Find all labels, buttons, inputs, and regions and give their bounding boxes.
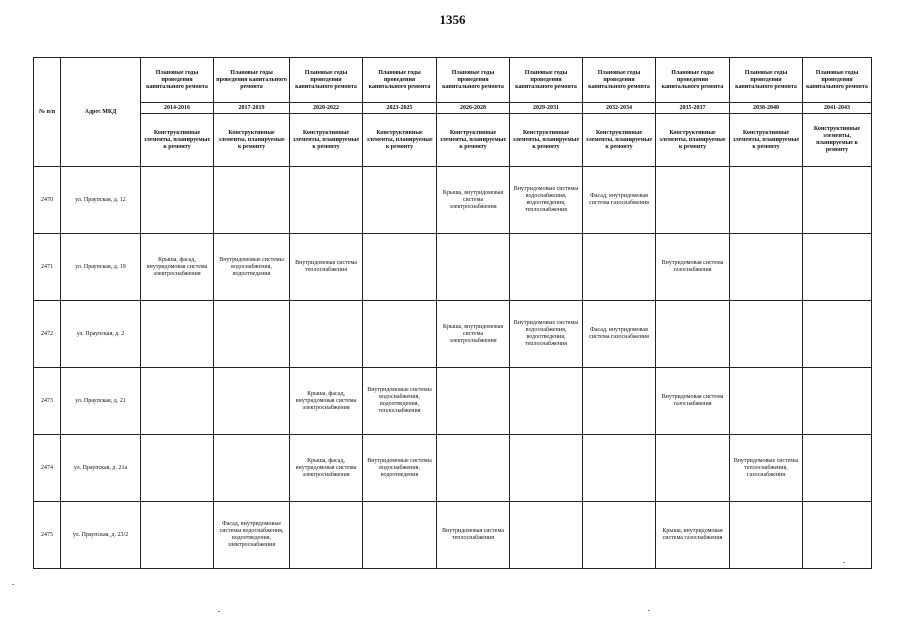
repair-elements-cell: Внутридомовая система теплоснабжения <box>437 502 510 569</box>
period-label-header: Плановые годы проведения капитального ремонта <box>656 58 730 103</box>
repair-elements-cell: Внутридомовые системы теплоснабжения, газоснабжения <box>730 435 803 502</box>
repair-elements-cell: Внутридомовая система газоснабжения <box>656 234 730 301</box>
repair-elements-cell: Внутридомовые системы водоснабжения, водоотведения <box>363 435 437 502</box>
repair-elements-cell: Крыша, фасад, внутридомовая система электроснабжения <box>290 435 363 502</box>
period-header: 2020-2022 <box>290 103 363 114</box>
period-header: 2038-2040 <box>730 103 803 114</box>
repair-elements-cell <box>290 502 363 569</box>
table-row <box>34 435 872 502</box>
table-row <box>34 368 872 435</box>
period-label-header: Плановые годы проведения капитального ремонта <box>214 58 290 103</box>
repair-elements-cell <box>656 435 730 502</box>
row-address: ул. Праупская, д. 2 <box>61 301 141 368</box>
period-header: 2035-2037 <box>656 103 730 114</box>
period-label-header: Плановые годы проведения капитального ремонта <box>583 58 656 103</box>
repair-elements-cell <box>803 234 872 301</box>
elements-header: Конструктивные элементы, планируемые к ремонту <box>730 114 803 167</box>
header-row-elements <box>34 114 872 167</box>
repair-elements-cell <box>437 368 510 435</box>
scan-speck <box>648 610 650 611</box>
repair-elements-cell <box>510 502 583 569</box>
repair-elements-cell <box>656 167 730 234</box>
page-number: 1356 <box>439 12 466 27</box>
period-header: 2029-2031 <box>510 103 583 114</box>
repair-elements-cell: Внутридомовые системы водоснабжения, водоотведения, теплоснабжения <box>510 167 583 234</box>
table-row <box>34 502 872 569</box>
repair-elements-cell <box>214 435 290 502</box>
repair-elements-cell: Внутридомовая система теплоснабжения <box>290 234 363 301</box>
repair-elements-cell <box>363 167 437 234</box>
table-row <box>34 301 872 368</box>
period-label-header: Плановые годы проведения капитального ремонта <box>730 58 803 103</box>
repair-elements-cell <box>730 234 803 301</box>
repair-elements-cell <box>510 234 583 301</box>
repair-elements-cell: Фасад, внутридомовые системы водоснабжения, водоотведения, электроснабжения <box>214 502 290 569</box>
repair-elements-cell: Внутридомовые системы водоснабжения, водоотведения, теплоснабжения <box>510 301 583 368</box>
repair-elements-cell <box>730 368 803 435</box>
period-header: 2017-2019 <box>214 103 290 114</box>
repair-elements-cell <box>141 502 214 569</box>
repair-elements-cell <box>363 234 437 301</box>
row-address: ул. Праупская, д. 12 <box>61 167 141 234</box>
repair-elements-cell <box>730 502 803 569</box>
repair-elements-cell <box>583 368 656 435</box>
num-header: № п/п <box>34 58 61 167</box>
repair-elements-cell <box>803 368 872 435</box>
repair-elements-cell <box>803 301 872 368</box>
row-number: 2470 <box>34 167 61 234</box>
row-address: ул. Праупская, д. 23/2 <box>61 502 141 569</box>
period-header: 2041-2043 <box>803 103 872 114</box>
elements-header: Конструктивные элементы, планируемые к ремонту <box>583 114 656 167</box>
repair-elements-cell <box>656 301 730 368</box>
repair-elements-cell: Фасад, внутридомовая система газоснабжения <box>583 301 656 368</box>
repair-elements-cell <box>290 301 363 368</box>
row-number: 2474 <box>34 435 61 502</box>
period-label-header: Плановые годы проведения капитального ремонта <box>141 58 214 103</box>
repair-elements-cell <box>214 167 290 234</box>
row-number: 2475 <box>34 502 61 569</box>
elements-header: Конструктивные элементы, планируемые к ремонту <box>437 114 510 167</box>
period-header: 2032-2034 <box>583 103 656 114</box>
repair-elements-cell <box>141 435 214 502</box>
repair-elements-cell <box>510 368 583 435</box>
address-header: Адрес МКД <box>61 58 141 167</box>
period-header: 2014-2016 <box>141 103 214 114</box>
repair-elements-cell <box>803 435 872 502</box>
repair-elements-cell: Внутридомовые системы водоснабжения, водоотведения, теплоснабжения <box>363 368 437 435</box>
period-header: 2026-2028 <box>437 103 510 114</box>
header-row-period-label <box>34 58 872 103</box>
period-label-header: Плановые годы проведения капитального ремонта <box>803 58 872 103</box>
header-row-periods <box>34 103 872 114</box>
period-label-header: Плановые годы проведения капитального ремонта <box>290 58 363 103</box>
repair-elements-cell <box>437 435 510 502</box>
elements-header: Конструктивные элементы, планируемые к ремонту <box>656 114 730 167</box>
repair-elements-cell <box>141 301 214 368</box>
row-number: 2472 <box>34 301 61 368</box>
scan-speck <box>12 584 14 585</box>
row-address: ул. Праупская, д. 19 <box>61 234 141 301</box>
repair-elements-cell: Крыша, фасад, внутридомовая система электроснабжения <box>290 368 363 435</box>
repair-elements-cell <box>510 435 583 502</box>
table-row <box>34 167 872 234</box>
scan-speck <box>218 611 220 612</box>
repair-elements-cell: Внутридомовые системы водоснабжения, водоотведения <box>214 234 290 301</box>
repair-elements-cell: Крыша, внутридомовая система электроснабжения <box>437 167 510 234</box>
repair-elements-cell <box>803 502 872 569</box>
repair-elements-cell <box>141 167 214 234</box>
row-address: ул. Праупская, д. 21а <box>61 435 141 502</box>
repair-elements-cell <box>214 301 290 368</box>
scan-speck <box>843 562 845 563</box>
elements-header: Конструктивные элементы, планируемые к ремонту <box>290 114 363 167</box>
elements-header: Конструктивные элементы, планируемые к ремонту <box>510 114 583 167</box>
row-number: 2471 <box>34 234 61 301</box>
period-label-header: Плановые годы проведения капитального ремонта <box>437 58 510 103</box>
repair-elements-cell <box>583 435 656 502</box>
repair-elements-cell <box>363 301 437 368</box>
repair-elements-cell <box>583 502 656 569</box>
repair-elements-cell <box>730 301 803 368</box>
capital-repair-table <box>33 57 872 569</box>
elements-header: Конструктивные элементы, планируемые к ремонту <box>803 114 872 167</box>
period-label-header: Плановые годы проведения капитального ремонта <box>363 58 437 103</box>
elements-header: Конструктивные элементы, планируемые к ремонту <box>141 114 214 167</box>
repair-elements-cell <box>214 368 290 435</box>
repair-elements-cell <box>437 234 510 301</box>
repair-elements-cell <box>363 502 437 569</box>
elements-header: Конструктивные элементы, планируемые к ремонту <box>363 114 437 167</box>
row-number: 2473 <box>34 368 61 435</box>
period-header: 2023-2025 <box>363 103 437 114</box>
repair-elements-cell <box>730 167 803 234</box>
repair-elements-cell <box>803 167 872 234</box>
repair-elements-cell <box>141 368 214 435</box>
repair-elements-cell <box>583 234 656 301</box>
repair-elements-cell <box>290 167 363 234</box>
row-address: ул. Праупская, д. 21 <box>61 368 141 435</box>
repair-elements-cell: Крыша, внутридомовая система электроснабжения <box>437 301 510 368</box>
repair-elements-cell: Фасад, внутридомовая система газоснабжения <box>583 167 656 234</box>
repair-elements-cell: Внутридомовая система газоснабжения <box>656 368 730 435</box>
table-row <box>34 234 872 301</box>
repair-elements-cell: Крыша, фасад, внутридомовая система электроснабжения <box>141 234 214 301</box>
period-label-header: Плановые годы проведения капитального ремонта <box>510 58 583 103</box>
elements-header: Конструктивные элементы, планируемые к ремонту <box>214 114 290 167</box>
repair-elements-cell: Крыша, внутридомовая система газоснабжения <box>656 502 730 569</box>
